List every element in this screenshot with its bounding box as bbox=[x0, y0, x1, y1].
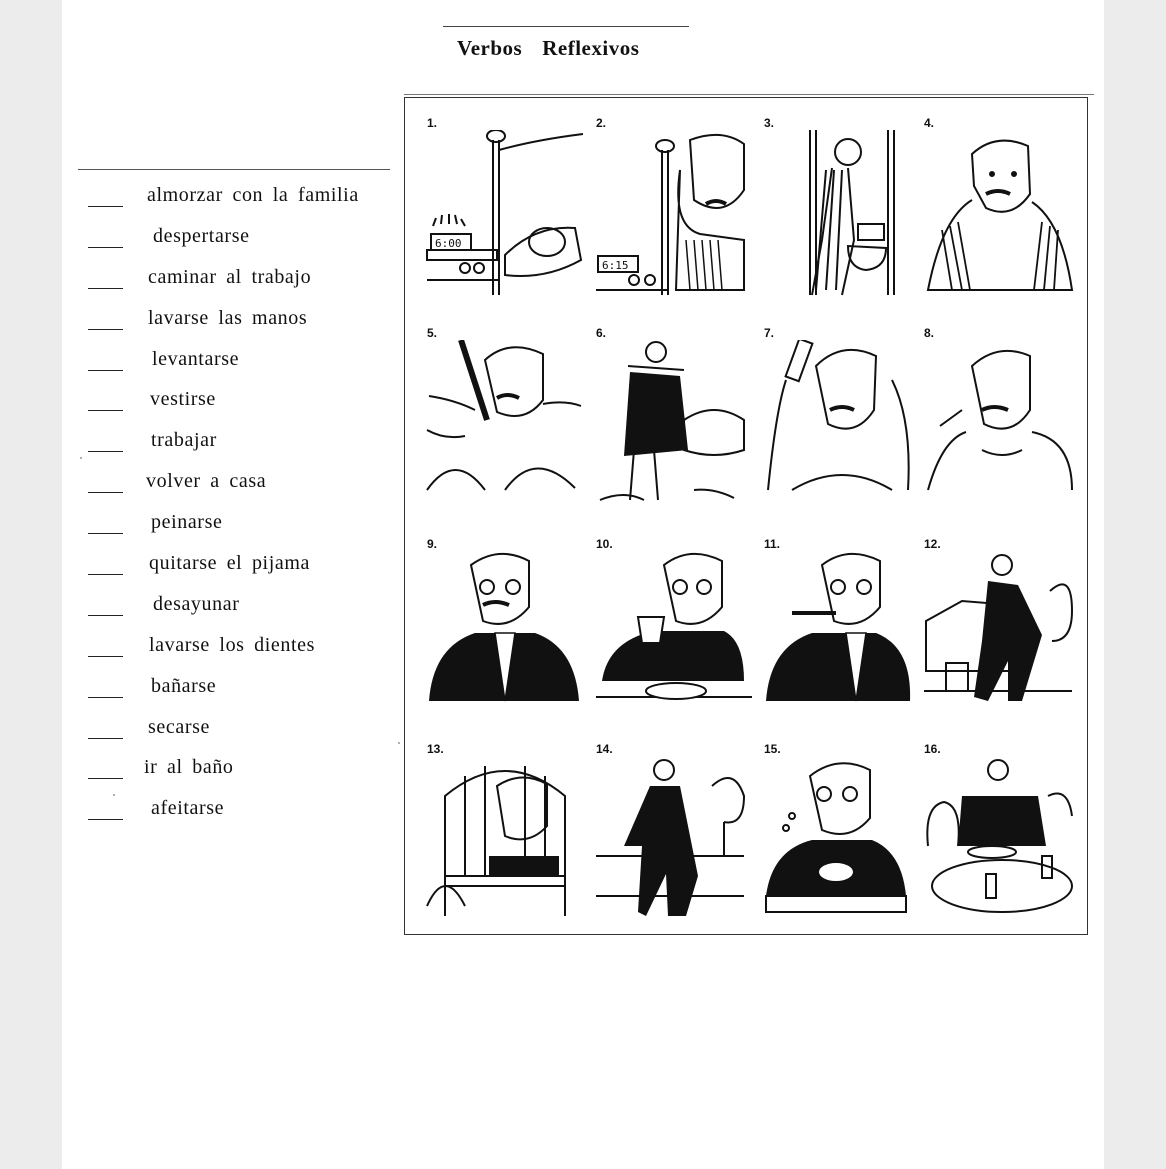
picture-number: 13. bbox=[427, 742, 444, 756]
picture-4 bbox=[922, 116, 1082, 306]
verb-label: lavarse las manos bbox=[148, 306, 308, 329]
verb-item bbox=[88, 384, 398, 425]
list-rule bbox=[78, 169, 390, 170]
verb-item bbox=[88, 793, 398, 834]
verb-item bbox=[88, 548, 398, 589]
picture-number: 15. bbox=[764, 742, 781, 756]
verb-label: secarse bbox=[148, 715, 210, 738]
removing-pajamas-illustration bbox=[922, 130, 1082, 300]
verb-label: peinarse bbox=[151, 511, 223, 534]
picture-number: 16. bbox=[924, 742, 941, 756]
verb-label: bañarse bbox=[151, 674, 217, 697]
verb-item bbox=[88, 466, 398, 507]
answer-blank[interactable] bbox=[88, 410, 123, 411]
picture-2 bbox=[594, 116, 754, 306]
verb-label: quitarse el pijama bbox=[149, 552, 310, 575]
picture-3 bbox=[762, 116, 922, 306]
worksheet-title bbox=[457, 36, 639, 61]
verb-label: despertarse bbox=[153, 224, 250, 247]
alarm-clock-time: 6:00 bbox=[435, 237, 462, 250]
verb-item bbox=[88, 712, 398, 753]
picture-number: 14. bbox=[596, 742, 613, 756]
picture-number: 11. bbox=[764, 537, 781, 551]
picture-9 bbox=[425, 537, 585, 727]
brushing-teeth-illustration bbox=[762, 551, 922, 721]
drying-off-illustration bbox=[594, 340, 754, 510]
getting-up-illustration bbox=[594, 130, 754, 300]
verb-item bbox=[88, 671, 398, 712]
verb-label: almorzar con la familia bbox=[147, 184, 359, 206]
answer-blank[interactable] bbox=[88, 288, 123, 289]
picture-number: 6. bbox=[596, 326, 607, 340]
scan-speck bbox=[113, 794, 115, 796]
verb-label: lavarse los dientes bbox=[149, 633, 316, 656]
title-rule bbox=[443, 26, 689, 27]
picture-6 bbox=[594, 326, 754, 516]
picture-15 bbox=[762, 742, 922, 932]
answer-blank[interactable] bbox=[88, 370, 123, 371]
picture-number: 3. bbox=[764, 116, 775, 130]
title-word-2: Reflexivos bbox=[542, 36, 640, 60]
picture-8 bbox=[922, 326, 1082, 516]
answer-blank[interactable] bbox=[88, 615, 123, 616]
scan-speck bbox=[80, 457, 82, 459]
verb-label: desayunar bbox=[153, 592, 240, 615]
picture-number: 2. bbox=[596, 116, 607, 130]
picture-number: 10. bbox=[596, 537, 613, 551]
verb-label: ir al baño bbox=[144, 756, 234, 779]
picture-10 bbox=[594, 537, 754, 727]
combing-hair-illustration bbox=[762, 340, 922, 510]
getting-dressed-illustration bbox=[425, 551, 585, 721]
verb-item bbox=[88, 425, 398, 466]
verb-item bbox=[88, 180, 398, 221]
picture-5 bbox=[425, 326, 585, 516]
picture-number: 8. bbox=[924, 326, 935, 340]
title-word-1: Verbos bbox=[457, 36, 523, 60]
picture-number: 5. bbox=[427, 326, 438, 340]
verb-label: vestirse bbox=[150, 388, 216, 411]
answer-blank[interactable] bbox=[88, 206, 123, 207]
picture-number: 1. bbox=[427, 116, 438, 130]
verb-label: volver a casa bbox=[146, 470, 267, 493]
picture-number: 4. bbox=[924, 116, 935, 130]
verb-label: afeitarse bbox=[151, 797, 225, 820]
answer-blank[interactable] bbox=[88, 656, 123, 657]
answer-blank[interactable] bbox=[88, 819, 123, 820]
picture-13 bbox=[425, 742, 585, 932]
picture-number: 12. bbox=[924, 537, 941, 551]
waking-up-illustration bbox=[425, 130, 585, 300]
verb-item bbox=[88, 344, 398, 385]
grid-top-rule bbox=[404, 94, 1094, 95]
answer-blank[interactable] bbox=[88, 574, 123, 575]
answer-blank[interactable] bbox=[88, 451, 123, 452]
verb-label: caminar al trabajo bbox=[148, 265, 312, 288]
working-illustration bbox=[425, 756, 585, 926]
bathroom-illustration bbox=[762, 130, 922, 300]
answer-blank[interactable] bbox=[88, 492, 123, 493]
verb-label: levantarse bbox=[152, 347, 240, 370]
verb-item bbox=[88, 630, 398, 671]
family-lunch-illustration bbox=[922, 756, 1082, 926]
picture-1 bbox=[425, 116, 585, 306]
verb-list bbox=[88, 180, 398, 834]
verb-item bbox=[88, 752, 398, 793]
picture-12 bbox=[922, 537, 1082, 727]
answer-blank[interactable] bbox=[88, 697, 123, 698]
picture-16 bbox=[922, 742, 1082, 932]
scan-speck bbox=[398, 742, 400, 744]
verb-item bbox=[88, 589, 398, 630]
answer-blank[interactable] bbox=[88, 247, 123, 248]
answer-blank[interactable] bbox=[88, 329, 123, 330]
picture-number: 9. bbox=[427, 537, 438, 551]
verb-item bbox=[88, 303, 398, 344]
shaving-illustration bbox=[922, 340, 1082, 510]
bathing-illustration bbox=[425, 340, 585, 510]
returning-home-illustration bbox=[594, 756, 754, 926]
verb-label: trabajar bbox=[151, 429, 217, 452]
answer-blank[interactable] bbox=[88, 533, 123, 534]
answer-blank[interactable] bbox=[88, 778, 123, 779]
picture-11 bbox=[762, 537, 922, 727]
alarm-clock-time: 6:15 bbox=[602, 259, 629, 272]
verb-item bbox=[88, 221, 398, 262]
washing-hands-illustration bbox=[762, 756, 922, 926]
verb-item bbox=[88, 507, 398, 548]
picture-14 bbox=[594, 742, 754, 932]
picture-7 bbox=[762, 326, 922, 516]
breakfast-illustration bbox=[594, 551, 754, 721]
answer-blank[interactable] bbox=[88, 738, 123, 739]
picture-number: 7. bbox=[764, 326, 775, 340]
verb-item bbox=[88, 262, 398, 303]
walking-to-work-illustration bbox=[922, 551, 1082, 721]
